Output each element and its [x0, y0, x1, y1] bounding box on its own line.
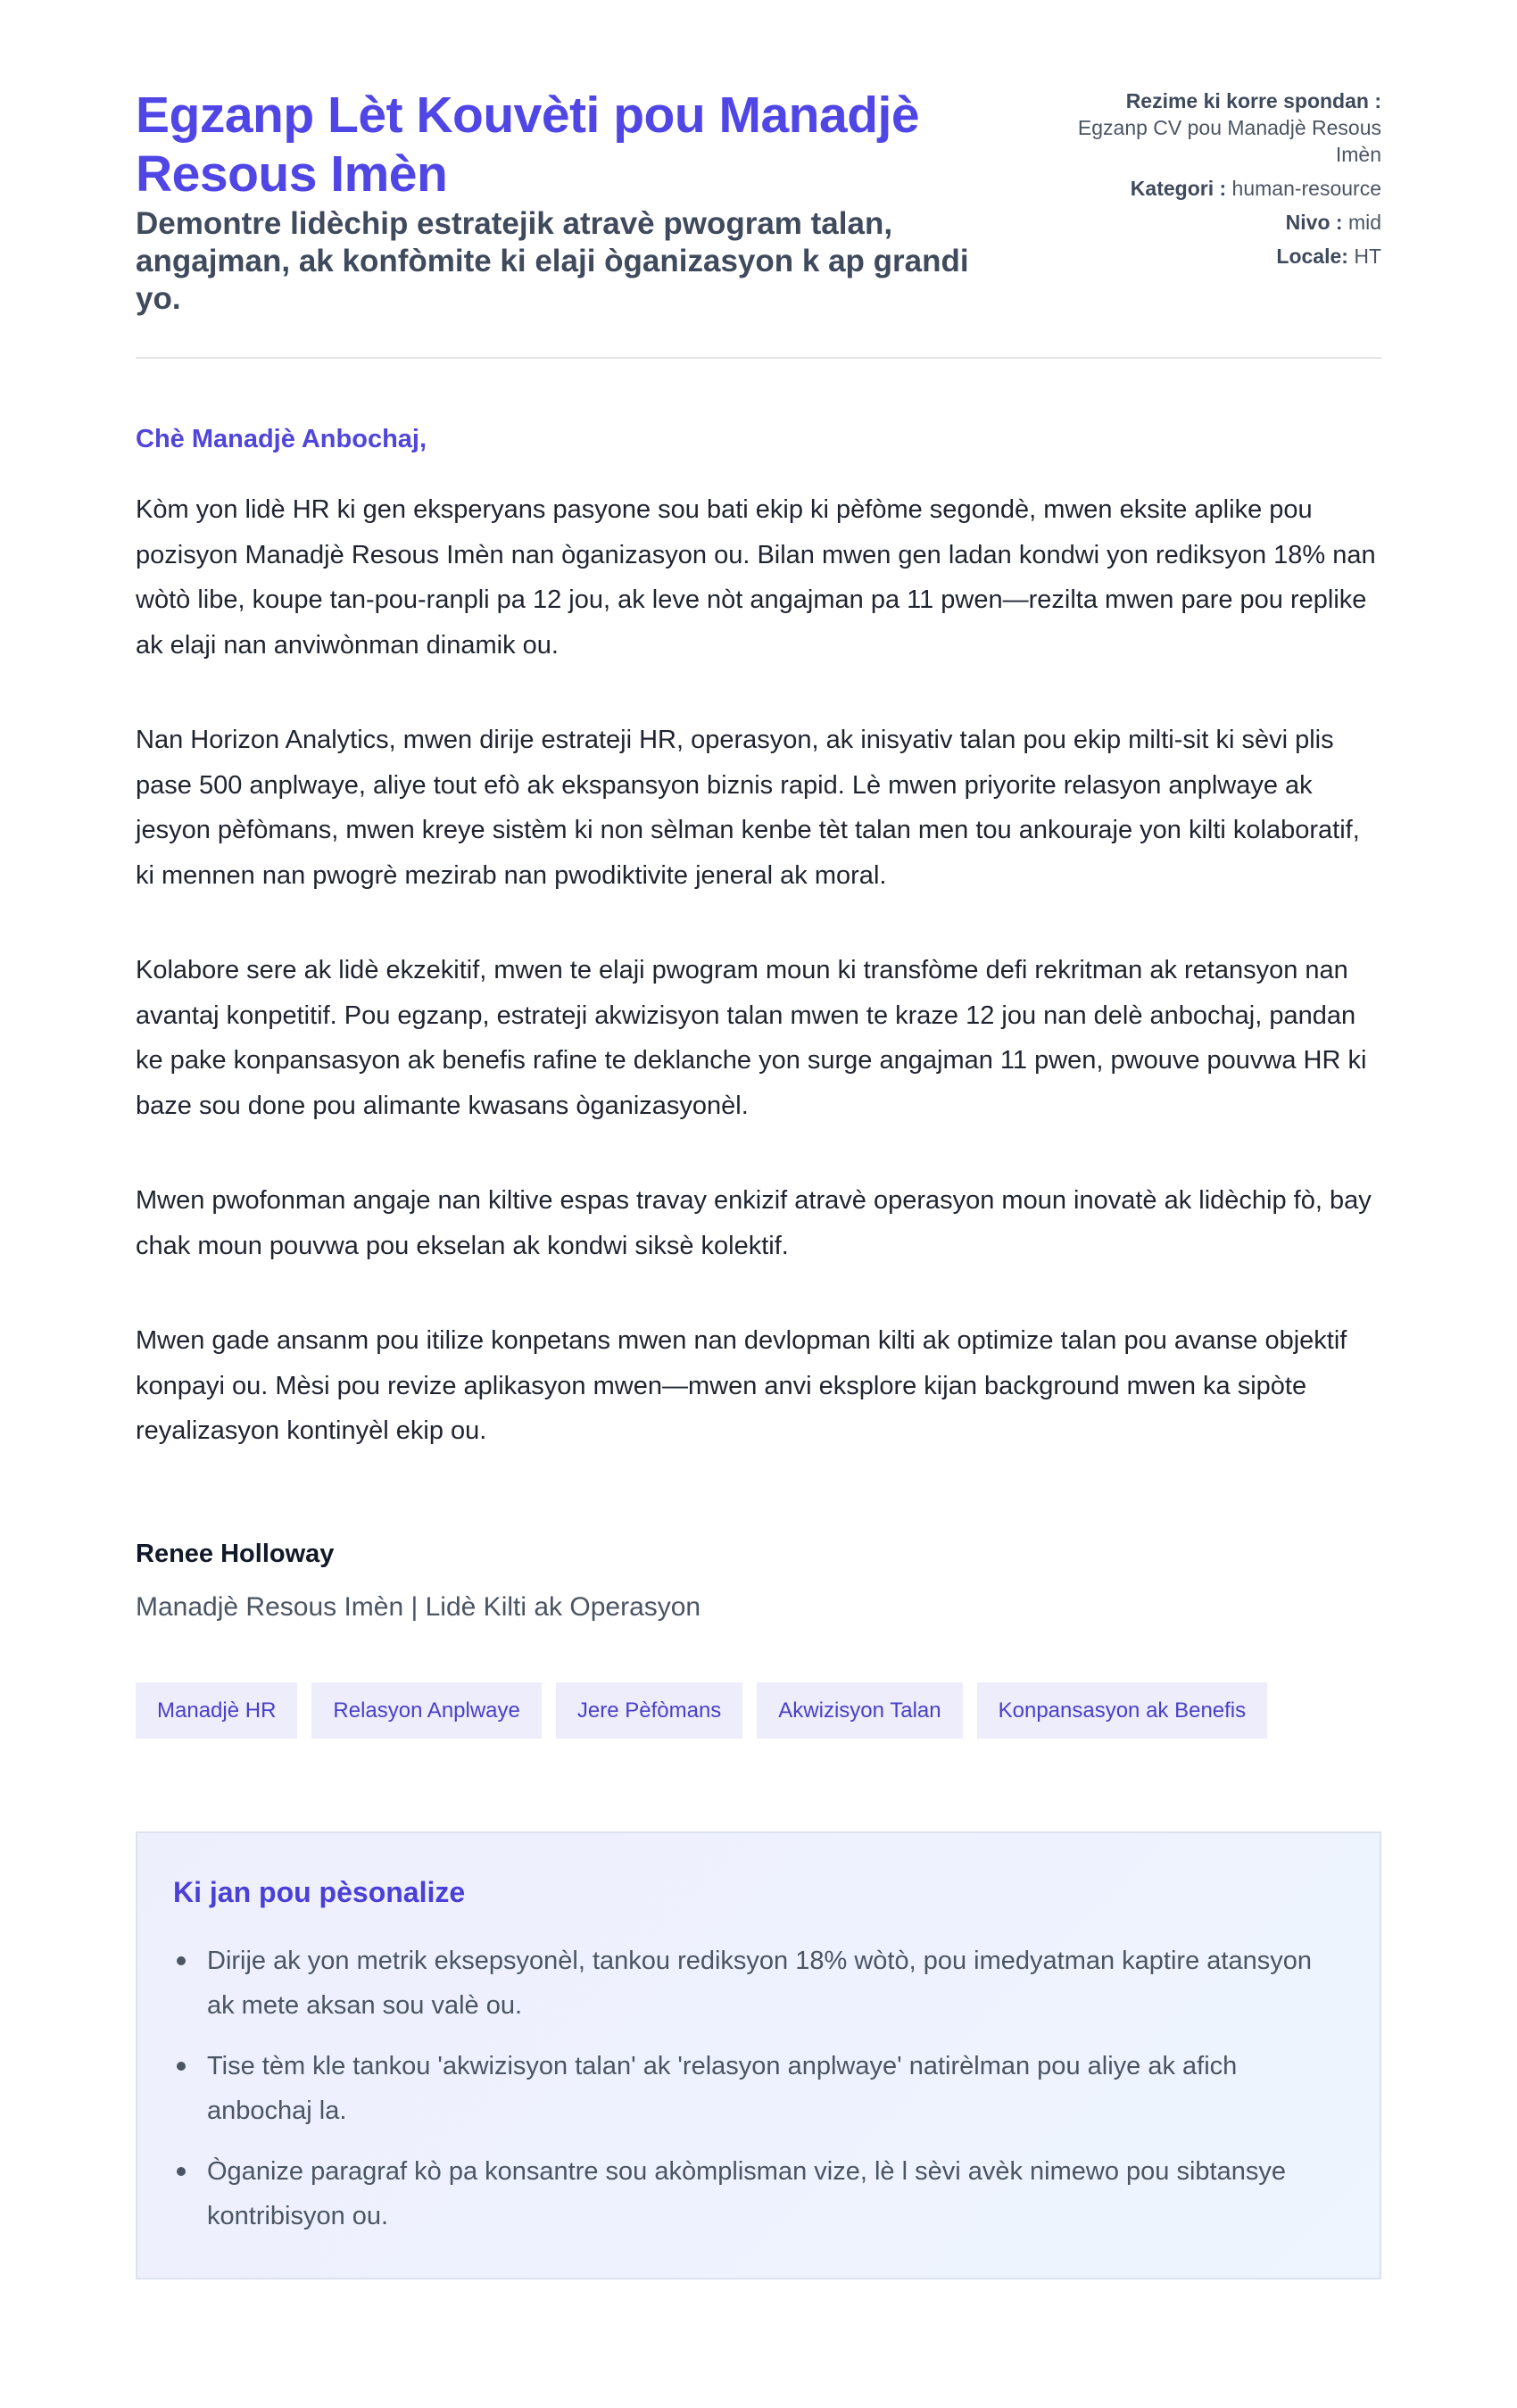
- meta-level: [1042, 209, 1381, 236]
- meta-resume-label: Rezime ki korre spondan :: [1125, 89, 1381, 112]
- signature-block: [136, 1536, 1381, 1625]
- signature-name: Renee Holloway: [136, 1539, 335, 1568]
- tag-compensation-benefits[interactable]: Konpansasyon ak Benefis: [977, 1682, 1268, 1739]
- tips-title: Ki jan pou pèsonalize: [173, 1875, 466, 1908]
- page-subtitle: Demontre lidèchip estratejik atravè pwogram talan, angajman, ak konfòmite ki elaji òganizasyon k ap grandi yo.: [136, 206, 969, 316]
- letter-paragraph: Nan Horizon Analytics, mwen dirije estrateji HR, operasyon, ak inisyativ talan pou ekip milti-sit ki sèvi plis pase 500 anplwaye, aliye tout efò ak ekspansyon biznis rapid. Lè mwen priyorite relasyon anplwaye ak jesyon pèfòmans, mwen kreye sistèm ki non sèlman kenbe tèt talan men tou ankouraje yon kilti kolaboratif, ki mennen nan pwogrè mezirab nan pwodiktivite jeneral ak moral.: [136, 726, 1360, 890]
- letter-paragraph: Kòm yon lidè HR ki gen eksperyans pasyone sou bati ekip ki pèfòme segondè, mwen eksite aplike pou pozisyon Manadjè Resous Imèn nan òganizasyon ou. Bilan mwen gen ladan kondwi yon rediksyon 18% nan wòtò libe, koupe tan-pou-ranpli pa 12 jou, ak leve nòt angajman pa 11 pwen—rezilta mwen pare pou replike ak elaji nan anviwònman dinamik ou.: [136, 495, 1376, 660]
- page-title: Egzanp Lèt Kouvèti pou Manadjè Resous Imèn: [136, 87, 920, 203]
- bullet-icon: [177, 2167, 186, 2176]
- letter-paragraph: Mwen pwofonman angaje nan kiltive espas travay enkizif atravè operasyon moun inovatè ak lidèchip fò, bay chak moun pouvwa pou ekselan ak kondwi siksè kolektif.: [136, 1186, 1372, 1260]
- meta-category-value: human-resource: [1231, 177, 1381, 200]
- meta-panel: [1042, 86, 1381, 277]
- letter-paragraph: Kolabore sere ak lidè ekzekitif, mwen te elaji pwogram moun ki transfòme defi rekritman ak retansyon nan avantaj konpetitif. Pou egzanp, estrateji akwizisyon talan mwen te kraze 12 jou nan delè anbochaj, pandan ke pake konpansasyon ak benefis rafine te deklanche yon surge angajman 11 pwen, pwouve pouvwa HR ki baze sou done pou alimante kwasans òganizasyonèl.: [136, 956, 1367, 1120]
- bullet-icon: [177, 1956, 186, 1965]
- tip-text: Òganize paragraf kò pa konsantre sou akòmplisman vize, lè l sèvi avèk nimewo pou sibtansye kontribisyon ou.: [207, 2156, 1286, 2230]
- tip-item: [173, 2149, 1342, 2238]
- meta-level-label: Nivo :: [1285, 211, 1343, 234]
- tips-list: [173, 1939, 1342, 2238]
- meta-resume: [1042, 87, 1381, 168]
- tip-item: [173, 1939, 1342, 2028]
- meta-category: [1042, 175, 1381, 202]
- tip-text: Tise tèm kle tankou 'akwizisyon talan' ak 'relasyon anplwaye' natirèlman pou aliye ak afich anbochaj la.: [207, 2051, 1238, 2125]
- page-header: [136, 86, 1381, 359]
- meta-level-value: mid: [1347, 211, 1381, 234]
- meta-resume-value[interactable]: Egzanp CV pou Manadjè Resous Imèn: [1077, 116, 1381, 166]
- tip-item: [173, 2044, 1342, 2133]
- letter-body: [136, 487, 1381, 1454]
- meta-locale-value: HT: [1354, 245, 1381, 268]
- header-titles: [136, 86, 992, 318]
- bullet-icon: [177, 2062, 186, 2071]
- tag-talent-acquisition[interactable]: Akwizisyon Talan: [757, 1682, 962, 1739]
- cover-letter-page: [136, 0, 1381, 2279]
- letter-greeting: Chè Manadjè Anbochaj,: [136, 425, 427, 453]
- tip-text: Dirije ak yon metrik eksepsyonèl, tankou rediksyon 18% wòtò, pou imedyatman kaptire atansyon ak mete aksan sou valè ou.: [207, 1946, 1312, 2020]
- meta-locale-label: Locale:: [1276, 245, 1348, 268]
- tag-hr-manager[interactable]: Manadjè HR: [136, 1682, 297, 1739]
- meta-locale: [1042, 243, 1381, 270]
- tag-performance-management[interactable]: Jere Pèfòmans: [556, 1682, 742, 1739]
- tag-employee-relations[interactable]: Relasyon Anplwaye: [311, 1682, 541, 1739]
- meta-category-label: Kategori :: [1130, 177, 1227, 200]
- signature-title: Manadjè Resous Imèn | Lidè Kilti ak Operasyon: [136, 1591, 701, 1622]
- skill-tags: [136, 1682, 1381, 1739]
- letter-paragraph: Mwen gade ansanm pou itilize konpetans mwen nan devlopman kilti ak optimize talan pou avanse objektif konpayi ou. Mèsi pou revize aplikasyon mwen—mwen anvi eksplore kijan background mwen ka sipòte reyalizasyon kontinyèl ekip ou.: [136, 1326, 1347, 1445]
- customization-tips: [136, 1831, 1381, 2279]
